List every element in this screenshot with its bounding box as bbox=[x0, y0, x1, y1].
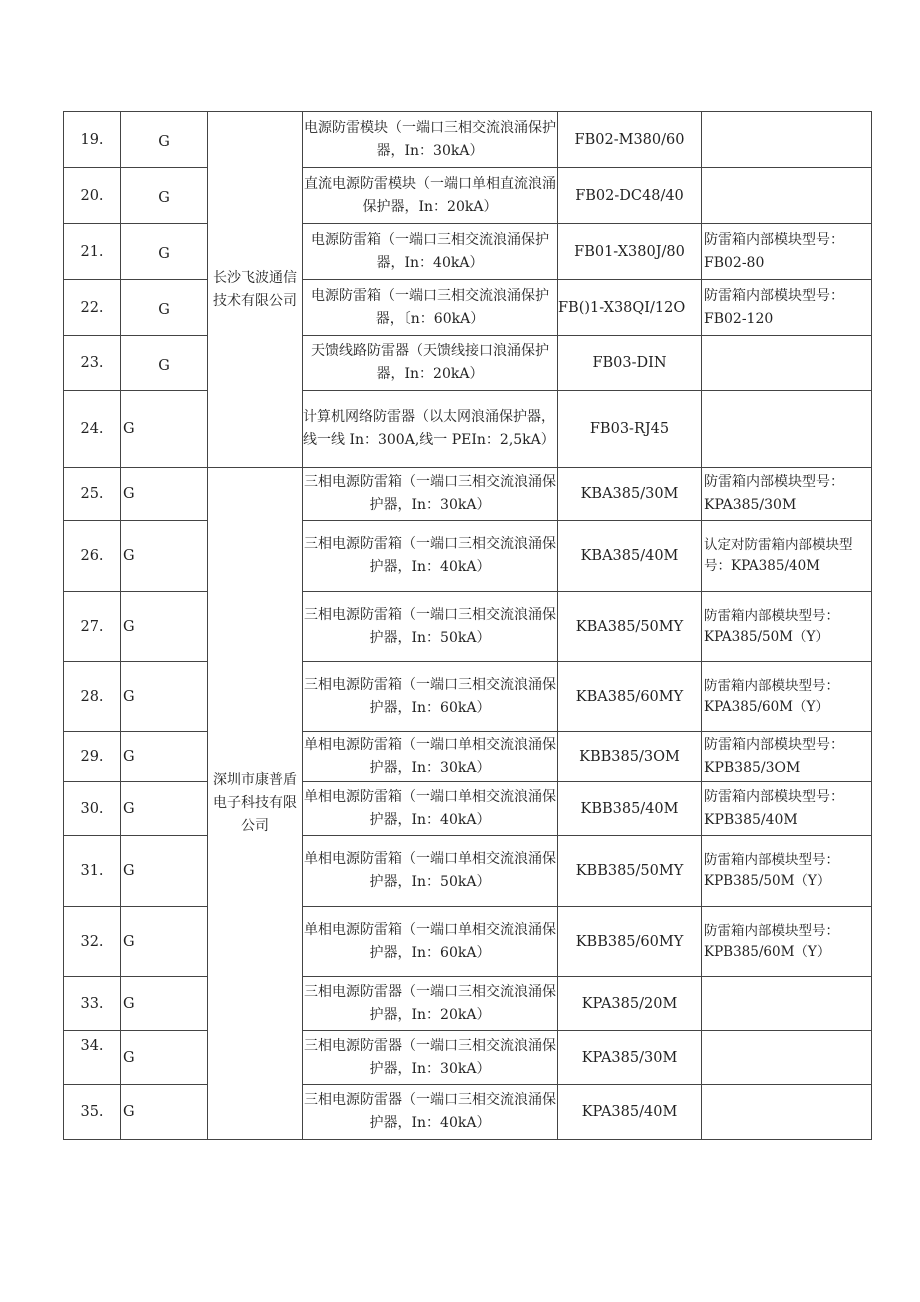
product-name: 三相电源防雷箱（一端口三相交流浪涌保护器，In：30kA） bbox=[303, 468, 558, 521]
table-row bbox=[64, 391, 872, 468]
table-row bbox=[64, 662, 872, 732]
product-model: FB01-X380J/80 bbox=[558, 224, 702, 280]
row-class: G bbox=[121, 521, 208, 592]
product-model: KBA385/60MY bbox=[558, 662, 702, 732]
row-number: 26. bbox=[64, 521, 121, 592]
row-number: 23. bbox=[64, 336, 121, 391]
product-note: 防雷箱内部模块型号：KPB385/40M bbox=[702, 782, 872, 836]
table-row bbox=[64, 280, 872, 336]
product-note bbox=[702, 336, 872, 391]
product-model: KBA385/40M bbox=[558, 521, 702, 592]
row-number: 24. bbox=[64, 391, 121, 468]
table-row bbox=[64, 468, 872, 521]
table-row bbox=[64, 336, 872, 391]
table-row bbox=[64, 592, 872, 662]
product-name: 三相电源防雷器（一端口三相交流浪涌保护器，In：30kA） bbox=[303, 1031, 558, 1085]
product-name: 单相电源防雷箱（一端口单相交流浪涌保护器，In：50kA） bbox=[303, 836, 558, 907]
row-number: 28. bbox=[64, 662, 121, 732]
row-number: 20. bbox=[64, 168, 121, 224]
product-name: 三相电源防雷器（一端口三相交流浪涌保护器，In：40kA） bbox=[303, 1085, 558, 1140]
product-note bbox=[702, 1031, 872, 1085]
row-number: 34. bbox=[64, 1031, 121, 1085]
row-number: 29. bbox=[64, 732, 121, 782]
row-number: 30. bbox=[64, 782, 121, 836]
row-number: 33. bbox=[64, 977, 121, 1031]
row-class: G bbox=[121, 732, 208, 782]
product-model: FB()1-X38QI/12O bbox=[558, 280, 702, 336]
product-model: KBB385/60MY bbox=[558, 907, 702, 977]
product-note bbox=[702, 391, 872, 468]
product-note: 防雷箱内部模块型号：KPA385/60M（Y） bbox=[702, 662, 872, 732]
row-number: 31. bbox=[64, 836, 121, 907]
table-row bbox=[64, 732, 872, 782]
product-note: 防雷箱内部模块型号：KPA385/50M（Y） bbox=[702, 592, 872, 662]
product-model: KPA385/20M bbox=[558, 977, 702, 1031]
product-note: 防雷箱内部模块型号：FB02-80 bbox=[702, 224, 872, 280]
row-class: G bbox=[121, 224, 208, 280]
row-class: G bbox=[121, 112, 208, 168]
product-model: KBA385/30M bbox=[558, 468, 702, 521]
product-name: 三相电源防雷箱（一端口三相交流浪涌保护器，In：60kA） bbox=[303, 662, 558, 732]
row-class: G bbox=[121, 468, 208, 521]
table-row bbox=[64, 907, 872, 977]
product-model: FB03-DIN bbox=[558, 336, 702, 391]
table-row bbox=[64, 112, 872, 168]
row-number: 35. bbox=[64, 1085, 121, 1140]
product-model: KBA385/50MY bbox=[558, 592, 702, 662]
product-model: KPA385/40M bbox=[558, 1085, 702, 1140]
product-name: 电源防雷箱（一端口三相交流浪涌保护器，〔n：60kA） bbox=[303, 280, 558, 336]
product-model: KPA385/30M bbox=[558, 1031, 702, 1085]
product-name: 单相电源防雷箱（一端口单相交流浪涌保护器，In：40kA） bbox=[303, 782, 558, 836]
row-number: 19. bbox=[64, 112, 121, 168]
product-name: 直流电源防雷模块（一端口单相直流浪涌保护器，In：20kA） bbox=[303, 168, 558, 224]
row-number: 21. bbox=[64, 224, 121, 280]
product-note: 防雷箱内部模块型号：KPA385/30M bbox=[702, 468, 872, 521]
product-note: 防雷箱内部模块型号：KPB385/60M（Y） bbox=[702, 907, 872, 977]
product-note bbox=[702, 112, 872, 168]
row-class: G bbox=[121, 336, 208, 391]
row-class: G bbox=[121, 907, 208, 977]
table-row bbox=[64, 836, 872, 907]
product-name: 单相电源防雷箱（一端口单相交流浪涌保护器，In：30kA） bbox=[303, 732, 558, 782]
product-name: 计算机网络防雷器（以太网浪涌保护器，线一线 In：300A,线一 PEIn：2,5kA） bbox=[303, 391, 558, 468]
product-model: FB02-DC48/40 bbox=[558, 168, 702, 224]
row-number: 25. bbox=[64, 468, 121, 521]
row-class: G bbox=[121, 280, 208, 336]
table-row bbox=[64, 1031, 872, 1085]
product-note bbox=[702, 168, 872, 224]
manufacturer-cell: 长沙飞波通信技术有限公司 bbox=[208, 112, 303, 468]
product-note bbox=[702, 977, 872, 1031]
row-class: G bbox=[121, 782, 208, 836]
product-model: KBB385/50MY bbox=[558, 836, 702, 907]
product-note: 防雷箱内部模块型号：KPB385/3OM bbox=[702, 732, 872, 782]
product-note: 认定对防雷箱内部模块型号：KPA385/40M bbox=[702, 521, 872, 592]
row-number: 22. bbox=[64, 280, 121, 336]
product-name: 三相电源防雷器（一端口三相交流浪涌保护器，In：20kA） bbox=[303, 977, 558, 1031]
table-row bbox=[64, 1085, 872, 1140]
product-note bbox=[702, 1085, 872, 1140]
product-name: 电源防雷箱（一端口三相交流浪涌保护器，In：40kA） bbox=[303, 224, 558, 280]
product-name: 电源防雷模块（一端口三相交流浪涌保护器，In：30kA） bbox=[303, 112, 558, 168]
row-class: G bbox=[121, 1085, 208, 1140]
row-class: G bbox=[121, 662, 208, 732]
row-class: G bbox=[121, 977, 208, 1031]
product-note: 防雷箱内部模块型号：FB02-120 bbox=[702, 280, 872, 336]
table-row bbox=[64, 521, 872, 592]
product-table bbox=[63, 111, 872, 1140]
table-row bbox=[64, 977, 872, 1031]
product-model: KBB385/40M bbox=[558, 782, 702, 836]
product-model: FB02-M380/60 bbox=[558, 112, 702, 168]
row-class: G bbox=[121, 592, 208, 662]
row-number: 27. bbox=[64, 592, 121, 662]
product-model: KBB385/3OM bbox=[558, 732, 702, 782]
product-name: 单相电源防雷箱（一端口单相交流浪涌保护器，In：60kA） bbox=[303, 907, 558, 977]
product-name: 天馈线路防雷器（天馈线接口浪涌保护器，In：20kA） bbox=[303, 336, 558, 391]
product-name: 三相电源防雷箱（一端口三相交流浪涌保护器，In：40kA） bbox=[303, 521, 558, 592]
manufacturer-cell: 深圳市康普盾电子科技有限公司 bbox=[208, 468, 303, 1140]
row-class: G bbox=[121, 391, 208, 468]
row-class: G bbox=[121, 1031, 208, 1085]
product-name: 三相电源防雷箱（一端口三相交流浪涌保护器，In：50kA） bbox=[303, 592, 558, 662]
product-note: 防雷箱内部模块型号：KPB385/50M（Y） bbox=[702, 836, 872, 907]
table-row bbox=[64, 224, 872, 280]
table-row bbox=[64, 168, 872, 224]
product-model: FB03-RJ45 bbox=[558, 391, 702, 468]
table-row bbox=[64, 782, 872, 836]
row-number: 32. bbox=[64, 907, 121, 977]
row-class: G bbox=[121, 168, 208, 224]
row-class: G bbox=[121, 836, 208, 907]
